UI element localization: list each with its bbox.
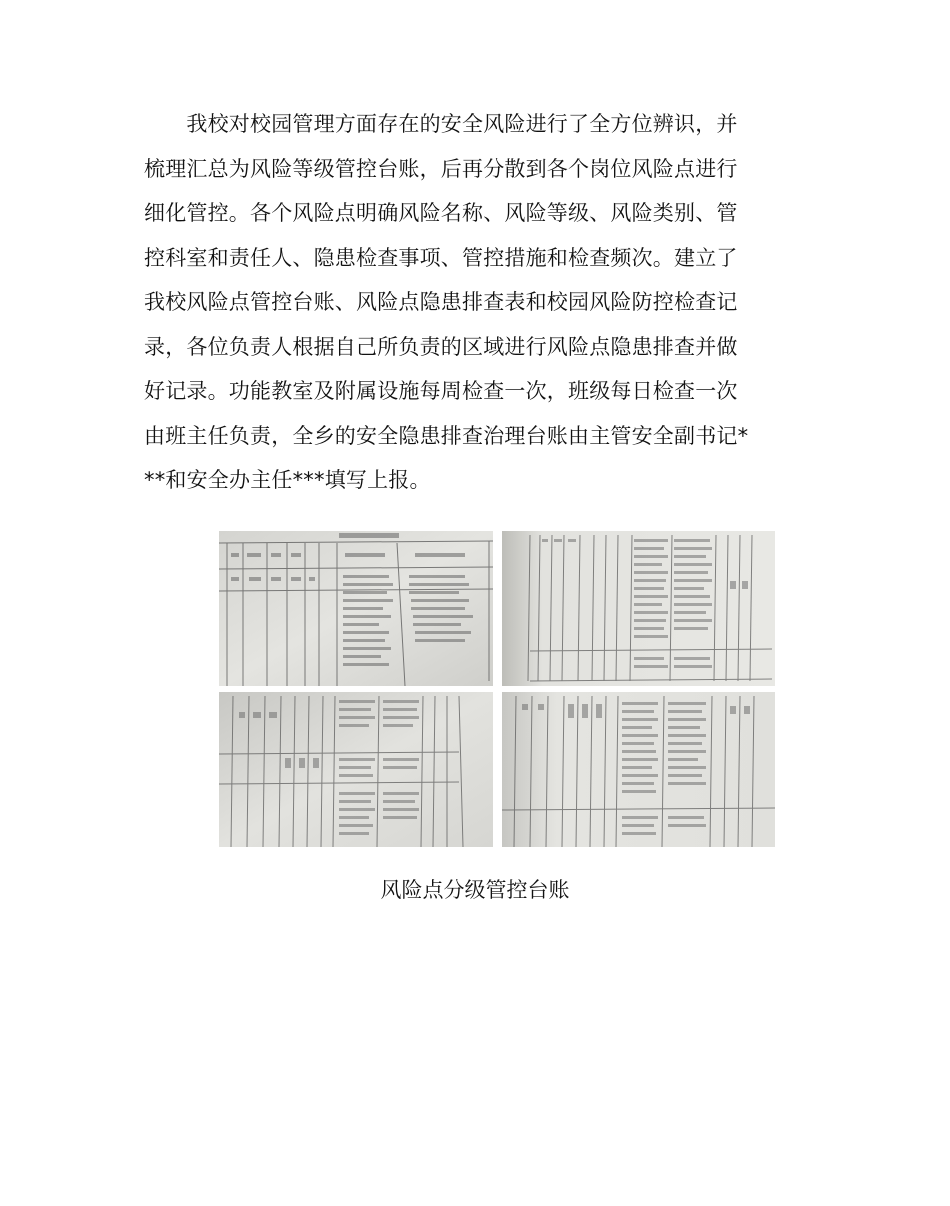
ledger-photo-1 bbox=[219, 531, 493, 686]
body-paragraph bbox=[144, 102, 808, 503]
ledger-photo-4 bbox=[502, 692, 775, 847]
paragraph-line: **和安全办主任***填写上报。 bbox=[144, 468, 431, 492]
paragraph-line: 我校风险点管控台账、风险点隐患排查表和校园风险防控检查记 bbox=[144, 290, 738, 314]
paragraph-line: 录，各位负责人根据自己所负责的区域进行风险点隐患排查并做 bbox=[144, 334, 738, 359]
ledger-photo-3 bbox=[219, 692, 493, 847]
paragraph-line: 我校对校园管理方面存在的安全风险进行了全方位辨识，并 bbox=[144, 112, 738, 136]
figure-caption: 风险点分级管控台账 bbox=[380, 878, 570, 902]
ledger-photo-grid bbox=[219, 531, 775, 847]
paragraph-line: 好记录。功能教室及附属设施每周检查一次，班级每日检查一次 bbox=[144, 379, 738, 403]
paragraph-line: 控科室和责任人、隐患检查事项、管控措施和检查频次。建立了 bbox=[144, 245, 738, 270]
paragraph-line: 细化管控。各个风险点明确风险名称、风险等级、风险类别、管 bbox=[144, 201, 738, 225]
ledger-photo-2 bbox=[502, 531, 775, 686]
paragraph-line: 梳理汇总为风险等级管控台账，后再分散到各个岗位风险点进行 bbox=[144, 156, 738, 181]
paragraph-line: 由班主任负责，全乡的安全隐患排查治理台账由主管安全副书记* bbox=[144, 423, 749, 448]
